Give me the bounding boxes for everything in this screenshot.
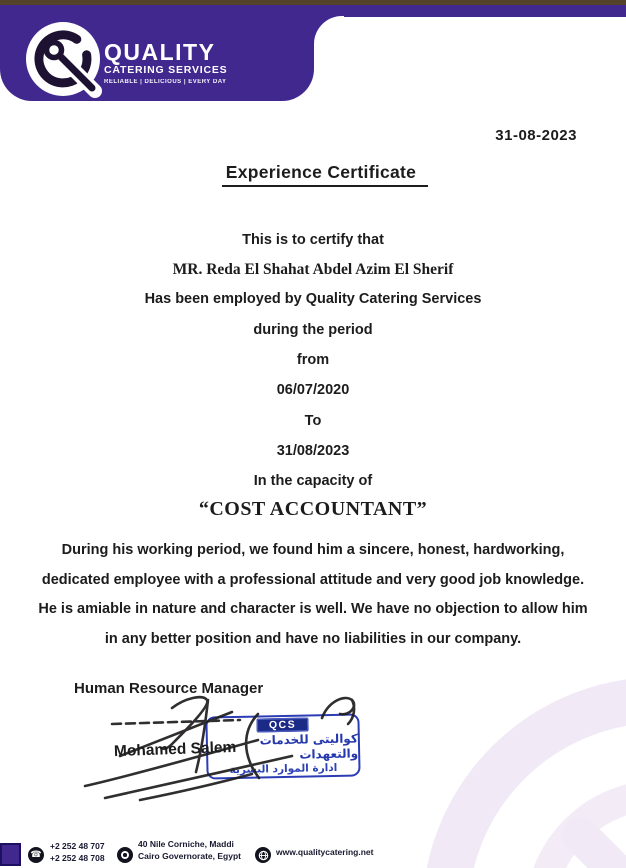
footer-phones — [50, 841, 105, 864]
line-from-label: from — [296, 352, 330, 368]
document-date: 31-08-2023 — [495, 127, 577, 144]
phone-number-1: +2 252 48 707 — [50, 841, 105, 851]
footer-purple-square — [0, 843, 21, 866]
footer-website: www.qualitycatering.net — [276, 847, 374, 857]
hr-manager-title: Human Resource Manager — [74, 680, 264, 697]
brand-name: QUALITY — [104, 39, 216, 65]
signer-name: Mohamed Salem — [113, 738, 237, 761]
footer-address — [138, 839, 241, 862]
line-role-title: “COST ACCOUNTANT” — [198, 498, 428, 520]
brand-text-block — [104, 41, 227, 86]
title-wrap — [12, 162, 626, 187]
brand-tagline: RELIABLE | DELICIOUS | EVERY DAY — [104, 79, 227, 85]
line-to-date: 31/08/2023 — [276, 443, 350, 459]
line-to-label: To — [304, 413, 322, 429]
globe-icon — [255, 847, 271, 863]
watermark-logo-icon — [380, 630, 626, 868]
brand-subtitle: CATERING SERVICES — [104, 64, 228, 76]
brand-banner — [0, 5, 314, 101]
location-icon — [117, 847, 133, 863]
phone-icon: ☎ — [28, 847, 44, 863]
line-certify: This is to certify that — [242, 232, 384, 248]
line-during-period: during the period — [253, 322, 373, 338]
line-employee-name: MR. Reda El Shahat Abdel Azim El Sherif — [172, 261, 454, 278]
quality-q-spoon-logo-icon — [20, 11, 106, 99]
line-from-date: 06/07/2020 — [276, 382, 350, 398]
address-line-1: 40 Nile Corniche, Maddi — [138, 839, 234, 849]
line-employed-by: Has been employed by Quality Catering Services — [144, 291, 482, 307]
address-line-2: Cairo Governorate, Egypt — [138, 850, 241, 861]
line-capacity: In the capacity of — [253, 473, 373, 489]
body-paragraph: During his working period, we found him a sincere, honest, hardworking, dedicated employee with a professional attitude and very good job knowledge. He is amiable in nature and character is well. We have no objection to allow him in any better position and have no liabilities in our company. — [38, 542, 588, 647]
stamp-arabic-line1: كواليتى للخدمات والتعهدات — [259, 731, 359, 762]
handwritten-signature — [60, 688, 380, 806]
stamp-abbreviation: QCS — [257, 717, 309, 732]
stamp-arabic-line2: ادارة الموارد البشرية — [229, 761, 338, 777]
phone-number-2: +2 252 48 708 — [50, 852, 105, 863]
page-title: Experience Certificate — [222, 162, 428, 187]
